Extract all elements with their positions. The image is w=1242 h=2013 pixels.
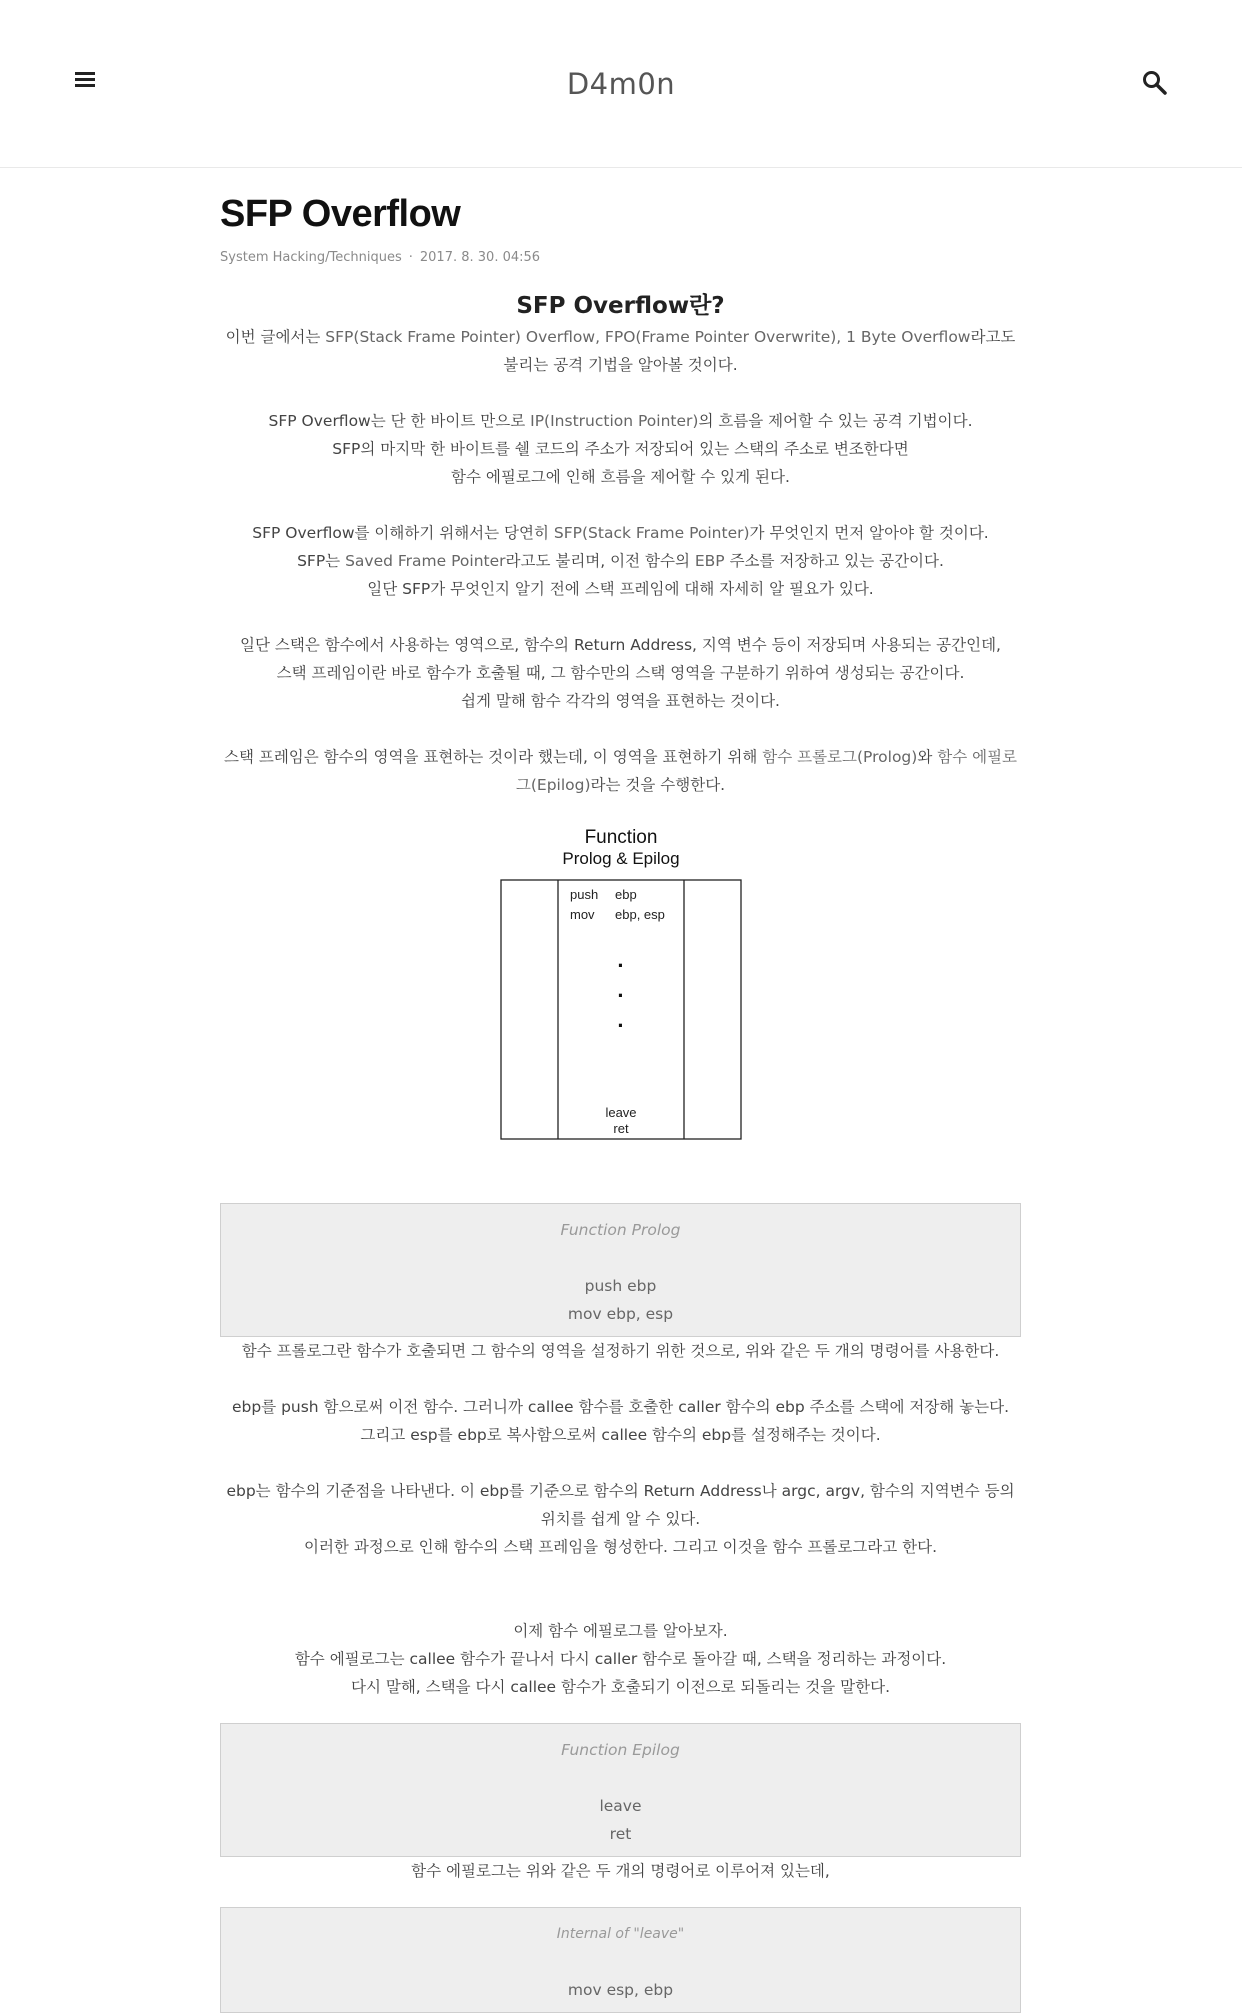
highlight-text: IP(Instruction Pointer)	[530, 412, 699, 430]
text: ebp를 push 함으로써 이전 함수. 그러니까 callee 함수를 호출한 caller 함수의 ebp 주소를 스택에 저장해 놓는다.	[231, 1398, 1010, 1416]
text: 일단 SFP가 무엇인지 알기 전에 스택 프레임에 대해 자세히 알 필요가 있다.	[367, 580, 874, 598]
diagram-subtitle: Prolog & Epilog	[561, 849, 680, 868]
highlight-text: SFP(Stack Frame Pointer) Overflow, FPO(Frame Pointer Overwrite), 1 Byte Overflow	[325, 328, 971, 346]
post-date: 2017. 8. 30. 04:56	[419, 250, 541, 265]
section-heading: SFP Overflow란?	[516, 293, 725, 319]
paragraph-ebp-role	[220, 1477, 1021, 1561]
post-title: SFP Overflow	[220, 193, 461, 235]
ellipsis-dot: ·	[616, 953, 625, 978]
ellipsis-dot: ·	[616, 983, 625, 1008]
post-content	[220, 291, 1021, 2013]
article	[220, 167, 1021, 2013]
text: 주소를 저장하고 있는 공간이다.	[724, 552, 944, 570]
highlight-text: Saved Frame Pointer	[345, 552, 506, 570]
text: 그리고 esp를 ebp로 복사함으로써 callee 함수의 ebp를 설정해주는 것이다.	[360, 1426, 881, 1444]
text: 함수 에필로그는 callee 함수가 끝나서 다시 caller 함수로 돌아갈 때, 스택을 정리하는 과정이다.	[294, 1650, 947, 1668]
code-line: ret	[609, 1825, 632, 1843]
highlight-text: 함수 프롤로그(Prolog)	[762, 748, 918, 766]
text: 라고도 불리는 공격 기법을 알아볼 것이다.	[503, 328, 1016, 374]
instr-push: push	[569, 887, 598, 902]
code-line: mov ebp, esp	[567, 1305, 674, 1323]
instr-ret: ret	[612, 1121, 629, 1136]
code-line: leave	[599, 1797, 642, 1815]
meta-separator: ·	[408, 250, 413, 265]
text: 가 무엇인지 먼저 알아야 할 것이다.	[749, 524, 989, 542]
text: 이러한 과정으로 인해 함수의 스택 프레임을 형성한다. 그리고 이것을 함수 프롤로그라고 한다.	[303, 1538, 938, 1556]
instr-leave: leave	[604, 1105, 637, 1120]
text: SFP의 마지막 한 바이트를 쉘 코드의 주소가 저장되어 있는 스택의 주소로 변조한다면	[332, 440, 909, 458]
ellipsis-dot: ·	[616, 1013, 625, 1038]
paragraph-stack-frame	[220, 631, 1021, 715]
text: 의 흐름을 제어할 수 있는 공격 기법이다.	[698, 412, 973, 430]
text: 함수 에필로그에 인해 흐름을 제어할 수 있게 된다.	[451, 468, 790, 486]
function-prolog-epilog-diagram	[491, 821, 751, 1151]
text: 스택 프레임은 함수의 영역을 표현하는 것이라 했는데, 이 영역을 표현하기 위해	[223, 748, 763, 766]
instr-mov: mov	[569, 907, 595, 922]
text: SFP Overflow를 이해하기 위해서는 당연히	[252, 524, 554, 542]
code-line: push ebp	[584, 1277, 657, 1295]
text: SFP Overflow는 단 한 바이트 만으로	[268, 412, 531, 430]
diagram-title: Function	[584, 827, 657, 848]
paragraph-sfp-definition	[220, 519, 1021, 603]
paragraph-intro	[220, 323, 1021, 379]
instr-mov-args: ebp, esp	[614, 907, 665, 922]
codebox-caption: Function Prolog	[560, 1221, 681, 1239]
leave-internal-box	[220, 1907, 1021, 2013]
paragraph-sfp-overview	[220, 407, 1021, 491]
paragraph-push-ebp	[220, 1393, 1021, 1449]
text: 이제 함수 에필로그를 알아보자.	[513, 1622, 728, 1640]
post-meta	[220, 250, 1021, 265]
hamburger-menu-icon[interactable]	[72, 68, 98, 94]
text: 다시 말해, 스택을 다시 callee 함수가 호출되기 이전으로 되돌리는 것을 말한다.	[350, 1678, 891, 1696]
codebox-caption: Internal of "leave"	[556, 1926, 685, 1942]
codebox-caption: Function Epilog	[561, 1741, 680, 1759]
site-title[interactable]: D4m0n	[566, 66, 676, 101]
function-prolog-box	[220, 1203, 1021, 1337]
text: 와	[917, 748, 938, 766]
highlight-text: SFP(Stack Frame Pointer)	[553, 524, 750, 542]
highlight-text: EBP	[694, 552, 725, 570]
function-epilog-box	[220, 1723, 1021, 1857]
text: 라고도 불리며, 이전 함수의	[505, 552, 695, 570]
paragraph-epilog-desc: 함수 에필로그는 위와 같은 두 개의 명령어로 이루어져 있는데,	[411, 1862, 830, 1880]
text: 스택 프레임이란 바로 함수가 호출될 때, 그 함수만의 스택 영역을 구분하기 위하여 생성되는 공간이다.	[276, 664, 965, 682]
text: 일단 스택은 함수에서 사용하는 영역으로, 함수의 Return Address, 지역 변수 등이 저장되며 사용되는 공간인데,	[240, 636, 1001, 654]
code-line: mov esp, ebp	[567, 1981, 674, 1999]
text: 라는 것을 수행한다.	[590, 776, 726, 794]
paragraph-epilog-intro	[220, 1617, 1021, 1701]
text: 이번 글에서는	[225, 328, 326, 346]
top-bar	[0, 0, 1242, 168]
paragraph-prolog-desc: 함수 프롤로그란 함수가 호출되면 그 함수의 영역을 설정하기 위한 것으로, 위와 같은 두 개의 명령어를 사용한다.	[241, 1342, 1000, 1360]
text: ebp는 함수의 기준점을 나타낸다. 이 ebp를 기준으로 함수의 Return Address나 argc, argv, 함수의 지역변수 등의 위치를 쉽게 알 수 있다.	[226, 1482, 1015, 1528]
text: SFP는	[297, 552, 346, 570]
text: 쉽게 말해 함수 각각의 영역을 표현하는 것이다.	[461, 692, 780, 710]
search-icon[interactable]	[1140, 68, 1170, 98]
paragraph-prolog-epilog	[220, 743, 1021, 799]
highlight-text: 함수 에필로그(Epilog)	[515, 748, 1018, 794]
post-category-link[interactable]: System Hacking/Techniques	[220, 250, 402, 265]
instr-push-arg: ebp	[614, 887, 637, 902]
